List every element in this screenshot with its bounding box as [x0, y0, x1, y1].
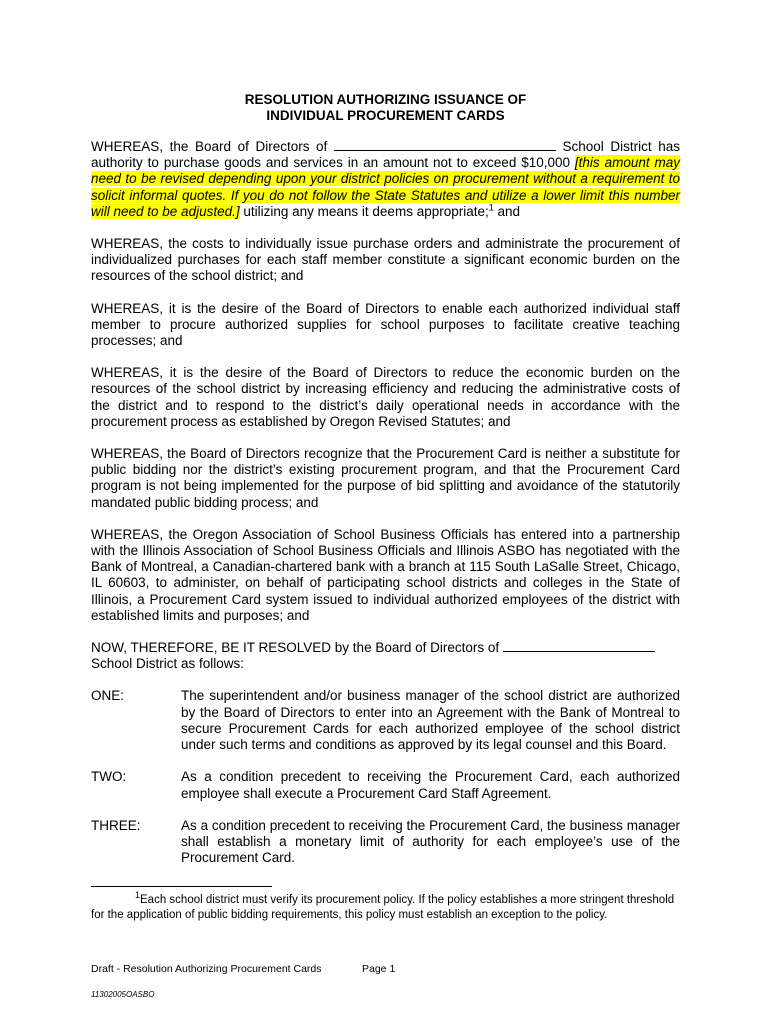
p1-text-b: School District has authority to purchase goods and services in an amount not to exceed $10,000	[91, 139, 680, 171]
title-line-1: RESOLUTION AUTHORIZING ISSUANCE OF	[244, 92, 527, 107]
whereas-paragraph-6: WHEREAS, the Oregon Association of School Business Officials has entered into a partnership with the Illinois Association of School Business Officials and Illinois ASBO has negotiated with the Bank of Montreal, a Canadian-chartered bank with a branch at 115 South LaSalle Street, Chicago, IL 60603, to administer, on behalf of participating school districts and colleges in the State of Illinois, a Procurement Card system issued to individual authorized employees of the district with established limits and purposes; and	[91, 526, 680, 623]
item-label: TWO:	[91, 769, 127, 785]
board-name-blank	[503, 640, 655, 652]
whereas-paragraph-3: WHEREAS, it is the desire of the Board of Directors to enable each authorized individual staff member to procure authorized supplies for school purposes to facilitate creative teaching processes; and	[91, 300, 680, 349]
p1-text-c: utilizing any means it deems appropriate;	[239, 203, 489, 219]
p1-text-d: and	[493, 203, 521, 219]
item-label: ONE:	[91, 688, 125, 704]
footer-title: Draft - Resolution Authorizing Procurement Cards	[91, 963, 322, 975]
footnote	[91, 890, 680, 923]
item-text: The superintendent and/or business manager of the school district are authorized by the Board of Directors to enter into an Agreement with the Bank of Montreal to secure Procurement Cards for each authorized employee of the school district under such terms and conditions as approved by its legal counsel and this Board.	[181, 688, 680, 753]
p1-text-a: WHEREAS, the Board of Directors of	[91, 139, 334, 154]
document-id: 11302005OASBO	[91, 990, 155, 999]
page-footer	[91, 963, 396, 975]
item-text: As a condition precedent to receiving the Procurement Card, each authorized employee shall execute a Procurement Card Staff Agreement.	[181, 769, 680, 801]
footnote-number: 1	[135, 890, 141, 901]
resolution-item-one	[91, 688, 680, 753]
document-page	[91, 92, 680, 923]
footnote-text: Each school district must verify its procurement policy. If the policy establishes a more stringent threshold for the application of public bidding requirements, this policy must establish an exception to the policy.	[91, 894, 675, 922]
whereas-paragraph-5: WHEREAS, the Board of Directors recognize that the Procurement Card is neither a substitute for public bidding nor the district’s existing procurement program, and that the Procurement Card program is not being implemented for the purpose of bid splitting and avoidance of the statutorily mandated public bidding process; and	[91, 446, 680, 510]
item-label: THREE:	[91, 817, 141, 833]
resolved-paragraph	[91, 640, 680, 672]
p7-text-a: NOW, THEREFORE, BE IT RESOLVED by the Board of Directors of	[91, 640, 503, 656]
whereas-paragraph-1	[91, 139, 680, 220]
item-text: As a condition precedent to receiving the Procurement Card, the business manager shall establish a monetary limit of authority for each employee’s use of the Procurement Card.	[181, 817, 680, 866]
footnote-ref: 1	[488, 202, 494, 213]
highlighted-note: [this amount may need to be revised depending upon your district policies on procurement without a requirement to solicit informal quotes. If you do not follow the State Statutes and utilize a lower limit this number will need to be adjusted.]	[91, 155, 680, 219]
resolution-item-two	[91, 769, 680, 801]
title-line-2: INDIVIDUAL PROCUREMENT CARDS	[266, 108, 505, 123]
page-number: Page 1	[362, 963, 396, 975]
footnote-divider	[91, 886, 272, 887]
p7-text-b: School District as follows:	[91, 656, 245, 672]
resolution-item-three	[91, 818, 680, 867]
district-name-blank	[334, 139, 556, 151]
whereas-paragraph-2: WHEREAS, the costs to individually issue purchase orders and administrate the procurement of individualized purchases for each staff member constitute a significant economic burden on the resources of the school district; and	[91, 236, 680, 284]
whereas-paragraph-4: WHEREAS, it is the desire of the Board of Directors to reduce the economic burden on the resources of the school district by increasing efficiency and reducing the administrative costs of the district and to respond to the district’s daily operational needs in accordance with the procurement process as established by Oregon Revised Statutes; and	[91, 365, 680, 429]
